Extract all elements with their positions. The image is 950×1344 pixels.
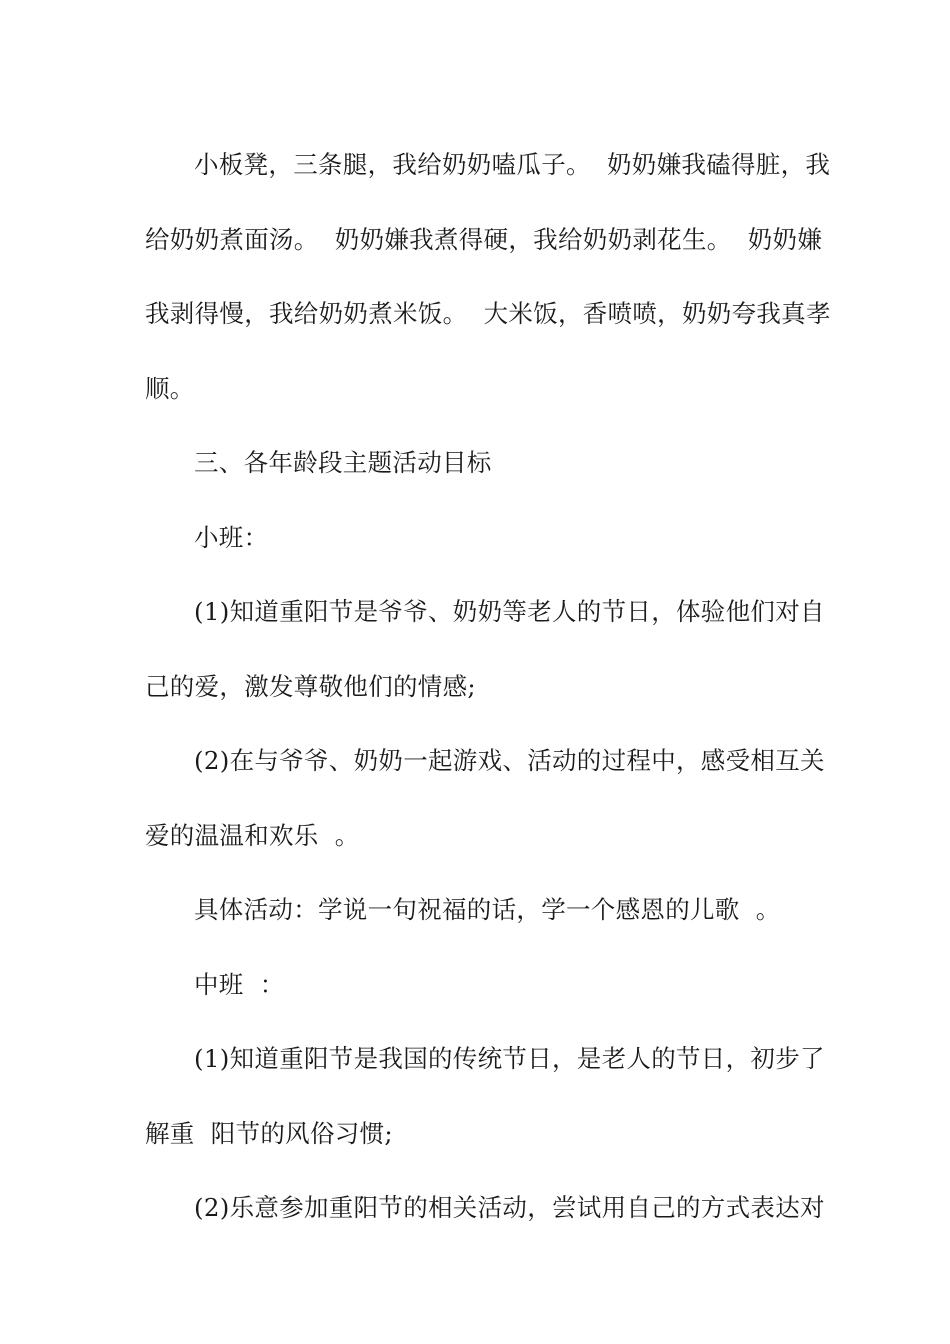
text-line-9: (2)在与爷爷、奶奶一起游戏、活动的过程中，感受相互关 <box>194 746 825 775</box>
text-line-14: 解重 阳节的风俗习惯; <box>145 1118 393 1148</box>
text-line-1: 小板凳，三条腿，我给奶奶嗑瓜子。 奶奶嫌我磕得脏，我 <box>194 150 831 179</box>
text-line-10: 爱的温温和欢乐 。 <box>145 820 360 850</box>
text-line-7: (1)知道重阳节是爷爷、奶奶等老人的节日，体验他们对自 <box>194 597 825 626</box>
text-line-2: 给奶奶煮面汤。 奶奶嫌我煮得硬，我给奶奶剥花生。 奶奶嫌 <box>145 224 823 254</box>
class-label-middle: 中班 ： <box>194 969 285 999</box>
class-label-small: 小班： <box>194 522 269 552</box>
document-body <box>145 128 831 1246</box>
text-line-3: 我剥得慢，我给奶奶煮米饭。 大米饭，香喷喷，奶奶夸我真孝 <box>145 299 831 328</box>
section-heading: 三、各年龄段主题活动目标 <box>194 448 492 477</box>
text-line-8: 己的爱，激发尊敬他们的情感; <box>145 671 476 701</box>
text-line-11: 具体活动：学说一句祝福的话，学一个感恩的儿歌 。 <box>194 895 781 924</box>
text-line-13: (1)知道重阳节是我国的传统节日，是老人的节日，初步了 <box>194 1044 825 1073</box>
text-line-4: 顺。 <box>145 373 195 403</box>
text-line-15: (2)乐意参加重阳节的相关活动，尝试用自己的方式表达对 <box>194 1193 825 1222</box>
